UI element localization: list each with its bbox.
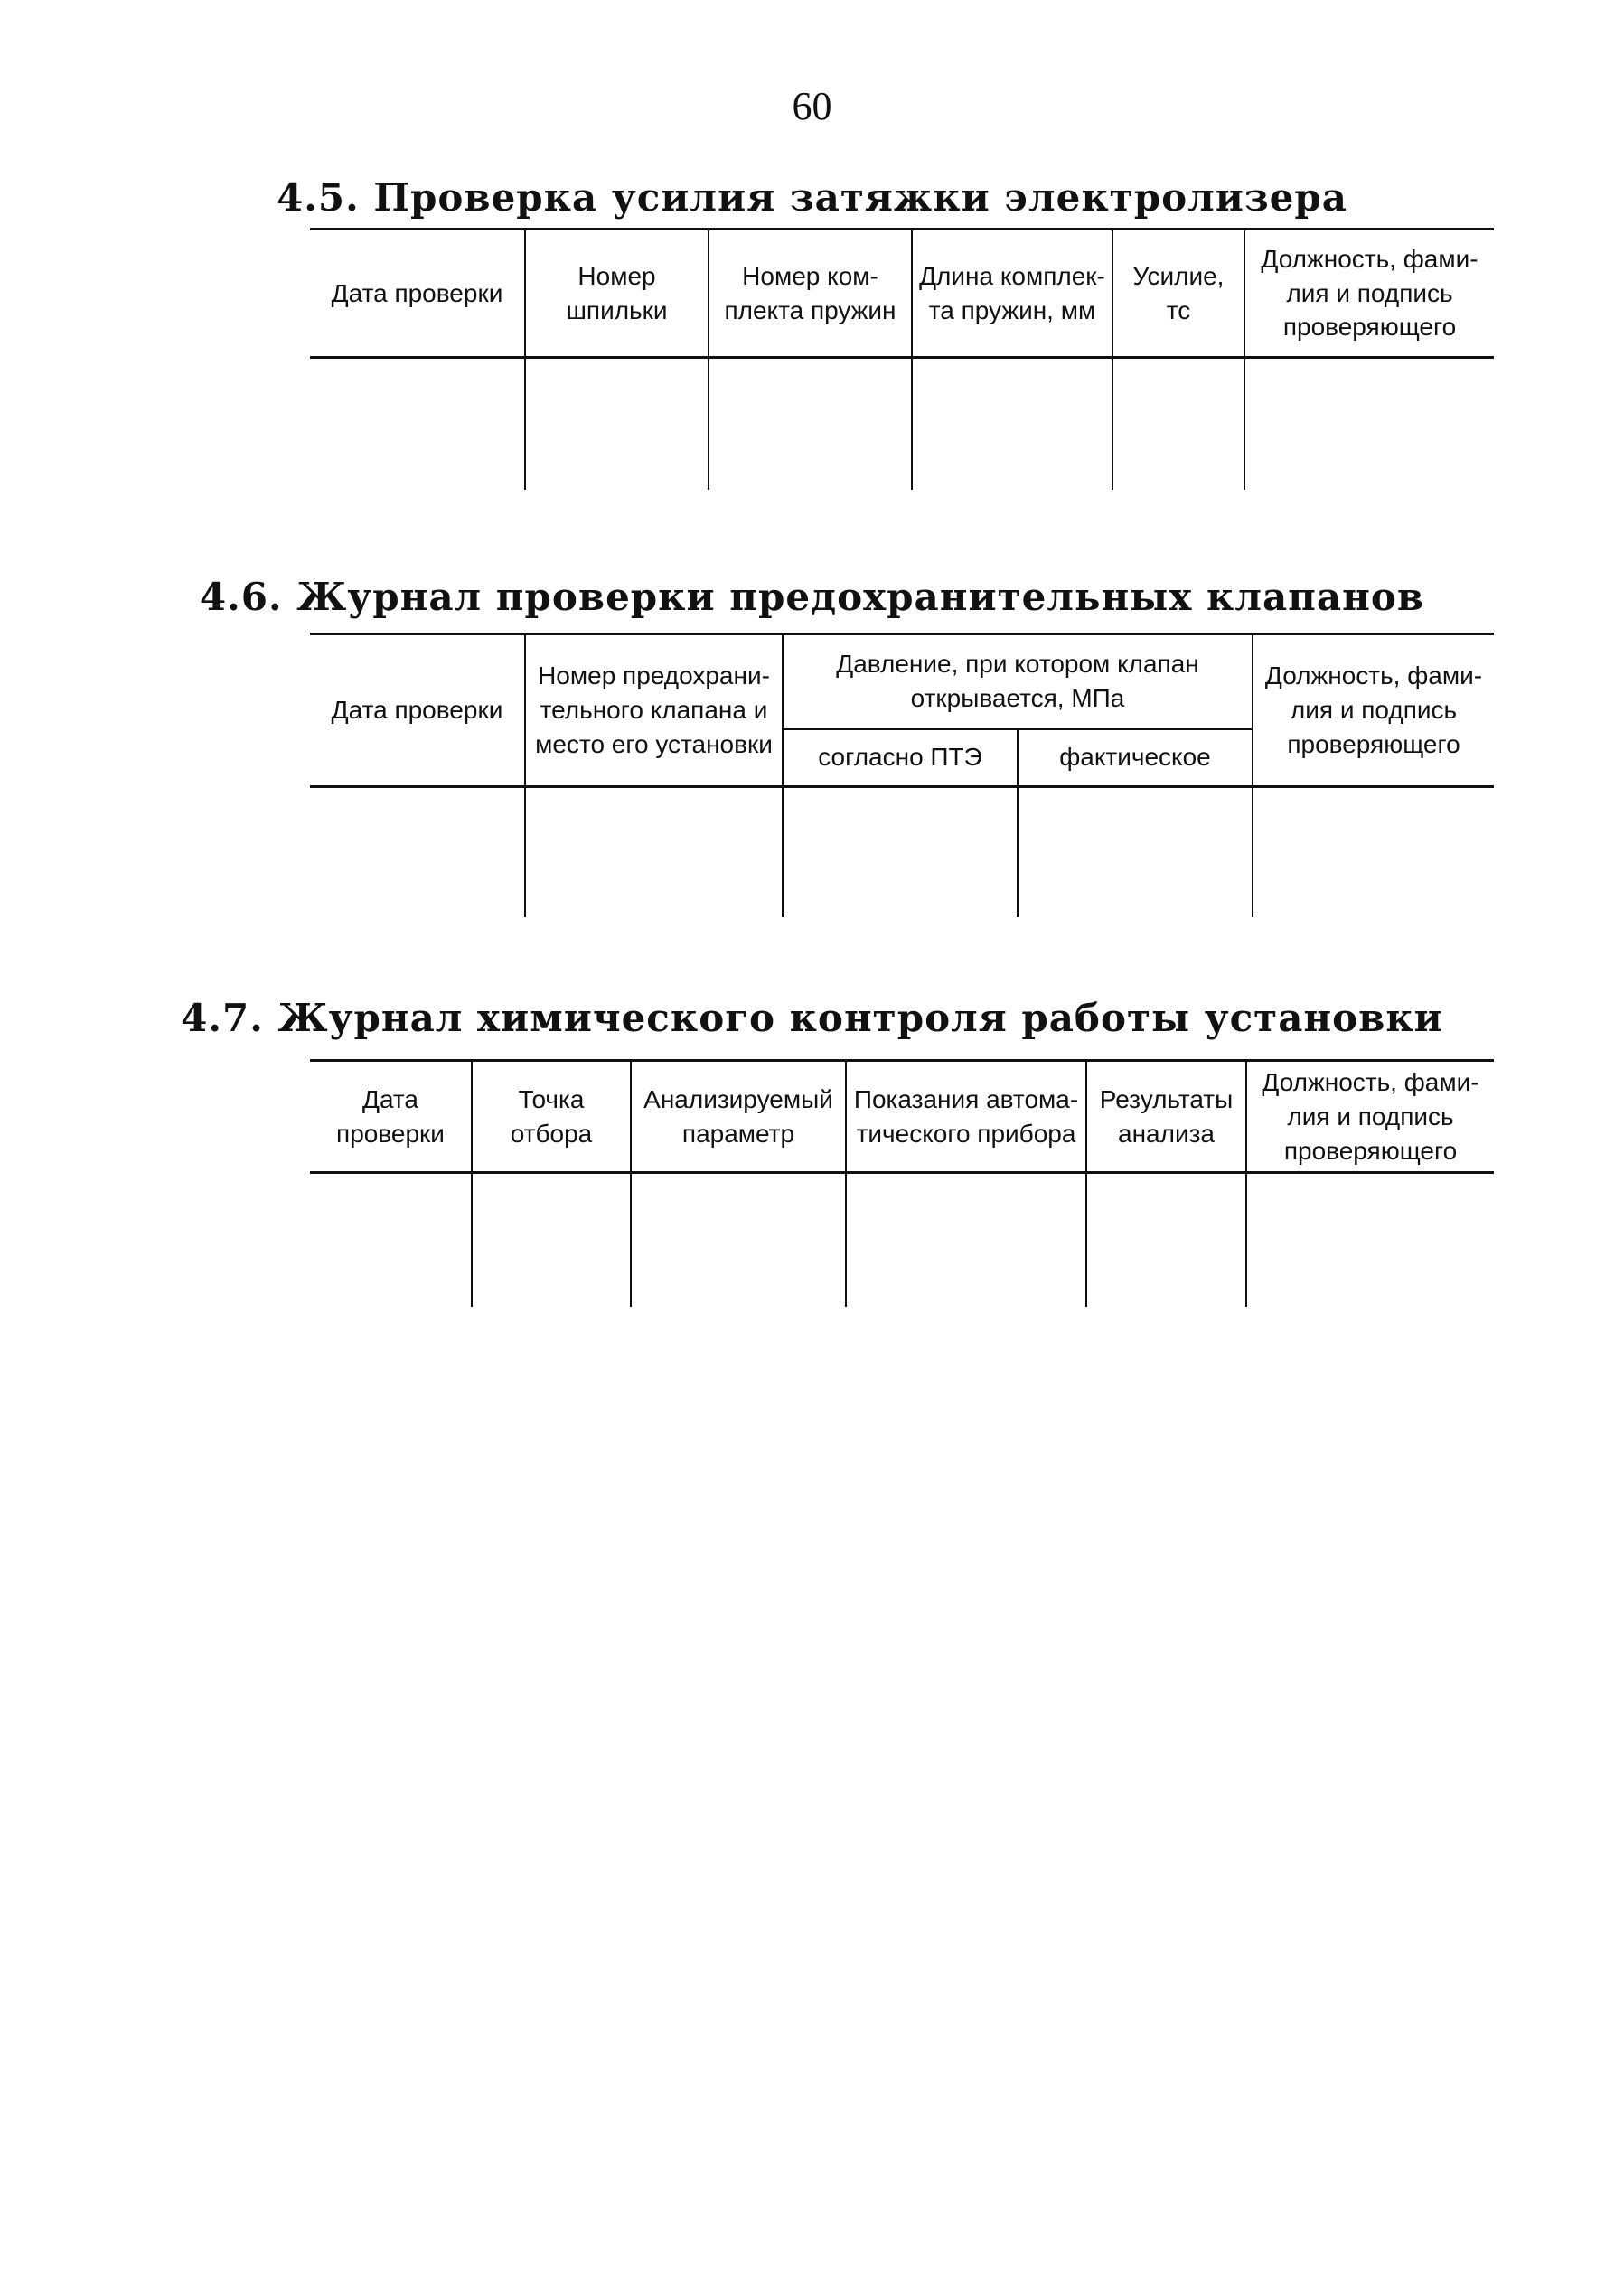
table-chemical-control bbox=[310, 1059, 1494, 1307]
header-stud-number: Номер шпильки bbox=[525, 230, 709, 358]
input-force[interactable] bbox=[1112, 358, 1244, 490]
input-automatic-instrument-reading[interactable] bbox=[846, 1173, 1086, 1307]
section-title-4-5: 4.5. Проверка усилия затяжки электролизера bbox=[277, 175, 1347, 220]
header-spring-set-number: Номер ком-плекта пружин bbox=[709, 230, 912, 358]
input-pressure-actual[interactable] bbox=[1018, 787, 1253, 917]
input-inspector-signature[interactable] bbox=[1246, 1173, 1494, 1307]
header-inspector-signature: Должность, фами-лия и подпись проверяющего bbox=[1253, 634, 1494, 787]
header-spring-set-length: Длина комплек-та пружин, мм bbox=[912, 230, 1112, 358]
input-stud-number[interactable] bbox=[525, 358, 709, 490]
header-pressure-per-pte: согласно ПТЭ bbox=[783, 729, 1018, 787]
input-analysis-results[interactable] bbox=[1086, 1173, 1246, 1307]
input-sampling-point[interactable] bbox=[472, 1173, 631, 1307]
header-sampling-point: Точка отбора bbox=[472, 1061, 631, 1173]
header-force: Усилие, тс bbox=[1112, 230, 1244, 358]
header-automatic-instrument-reading: Показания автома-тического прибора bbox=[846, 1061, 1086, 1173]
page-number: 60 bbox=[792, 84, 832, 128]
input-spring-set-number[interactable] bbox=[709, 358, 912, 490]
header-pressure-actual: фактическое bbox=[1018, 729, 1253, 787]
header-check-date: Дата проверки bbox=[310, 1061, 472, 1173]
input-spring-set-length[interactable] bbox=[912, 358, 1112, 490]
section-title-4-7: 4.7. Журнал химического контроля работы установки bbox=[181, 996, 1443, 1040]
input-check-date[interactable] bbox=[310, 358, 525, 490]
input-inspector-signature[interactable] bbox=[1253, 787, 1494, 917]
input-inspector-signature[interactable] bbox=[1244, 358, 1494, 490]
header-check-date: Дата проверки bbox=[310, 634, 525, 787]
table-safety-valves bbox=[310, 633, 1494, 917]
header-valve-number-location: Номер предохрани-тельного клапана и место его установки bbox=[525, 634, 783, 787]
section-title-4-6: 4.6. Журнал проверки предохранительных клапанов bbox=[199, 575, 1425, 619]
table-electrolyzer-tightening bbox=[310, 228, 1494, 490]
input-pressure-per-pte[interactable] bbox=[783, 787, 1018, 917]
header-opening-pressure: Давление, при котором клапан открывается, МПа bbox=[783, 634, 1253, 729]
header-check-date: Дата проверки bbox=[310, 230, 525, 358]
input-analyzed-parameter[interactable] bbox=[631, 1173, 846, 1307]
header-analyzed-parameter: Анализируемый параметр bbox=[631, 1061, 846, 1173]
input-check-date[interactable] bbox=[310, 787, 525, 917]
input-valve-number-location[interactable] bbox=[525, 787, 783, 917]
input-check-date[interactable] bbox=[310, 1173, 472, 1307]
header-inspector-signature: Должность, фами-лия и подпись проверяющего bbox=[1244, 230, 1494, 358]
header-inspector-signature: Должность, фами-лия и подпись проверяющего bbox=[1246, 1061, 1494, 1173]
header-analysis-results: Результаты анализа bbox=[1086, 1061, 1246, 1173]
